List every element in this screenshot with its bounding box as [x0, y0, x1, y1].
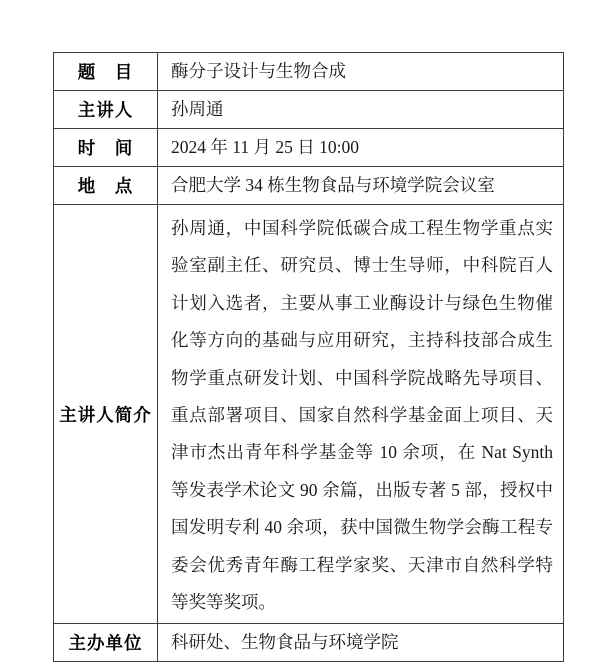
row-value-time: 2024 年 11 月 25 日 10:00: [158, 129, 564, 167]
row-value-speaker: 孙周通: [158, 91, 564, 129]
row-value-location: 合肥大学 34 栋生物食品与环境学院会议室: [158, 167, 564, 205]
table-row-time: [54, 129, 564, 167]
row-value-bio: 孙周通，中国科学院低碳合成工程生物学重点实验室副主任、研究员、博士生导师，中科院百人计划入选者，主要从事工业酶设计与绿色生物催化等方向的基础与应用研究，主持科技部合成生物学重点研发计划、中国科学院战略先导项目、重点部署项目、国家自然科学基金面上项目、天津市杰出青年科学基金等 10 余项，在 Nat Synth 等发表学术论文 90 余篇，出版专著 5 部，授权中国发明专利 40 余项，获中国微生物学会酶工程专委会优秀青年酶工程学家奖、天津市自然科学特等奖等奖项。: [158, 205, 564, 624]
row-label-time: 时 间: [54, 129, 158, 167]
row-value-title: 酶分子设计与生物合成: [158, 53, 564, 91]
table-row-location: [54, 167, 564, 205]
row-label-location: 地 点: [54, 167, 158, 205]
table-row-bio: [54, 205, 564, 624]
table-row-speaker: [54, 91, 564, 129]
row-label-organizer: 主办单位: [54, 624, 158, 662]
table-row-title: [54, 53, 564, 91]
row-value-organizer: 科研处、生物食品与环境学院: [158, 624, 564, 662]
table-row-organizer: [54, 624, 564, 662]
seminar-table: [53, 52, 564, 662]
row-label-bio: 主讲人简介: [54, 205, 158, 624]
row-label-title: 题 目: [54, 53, 158, 91]
row-label-speaker: 主讲人: [54, 91, 158, 129]
